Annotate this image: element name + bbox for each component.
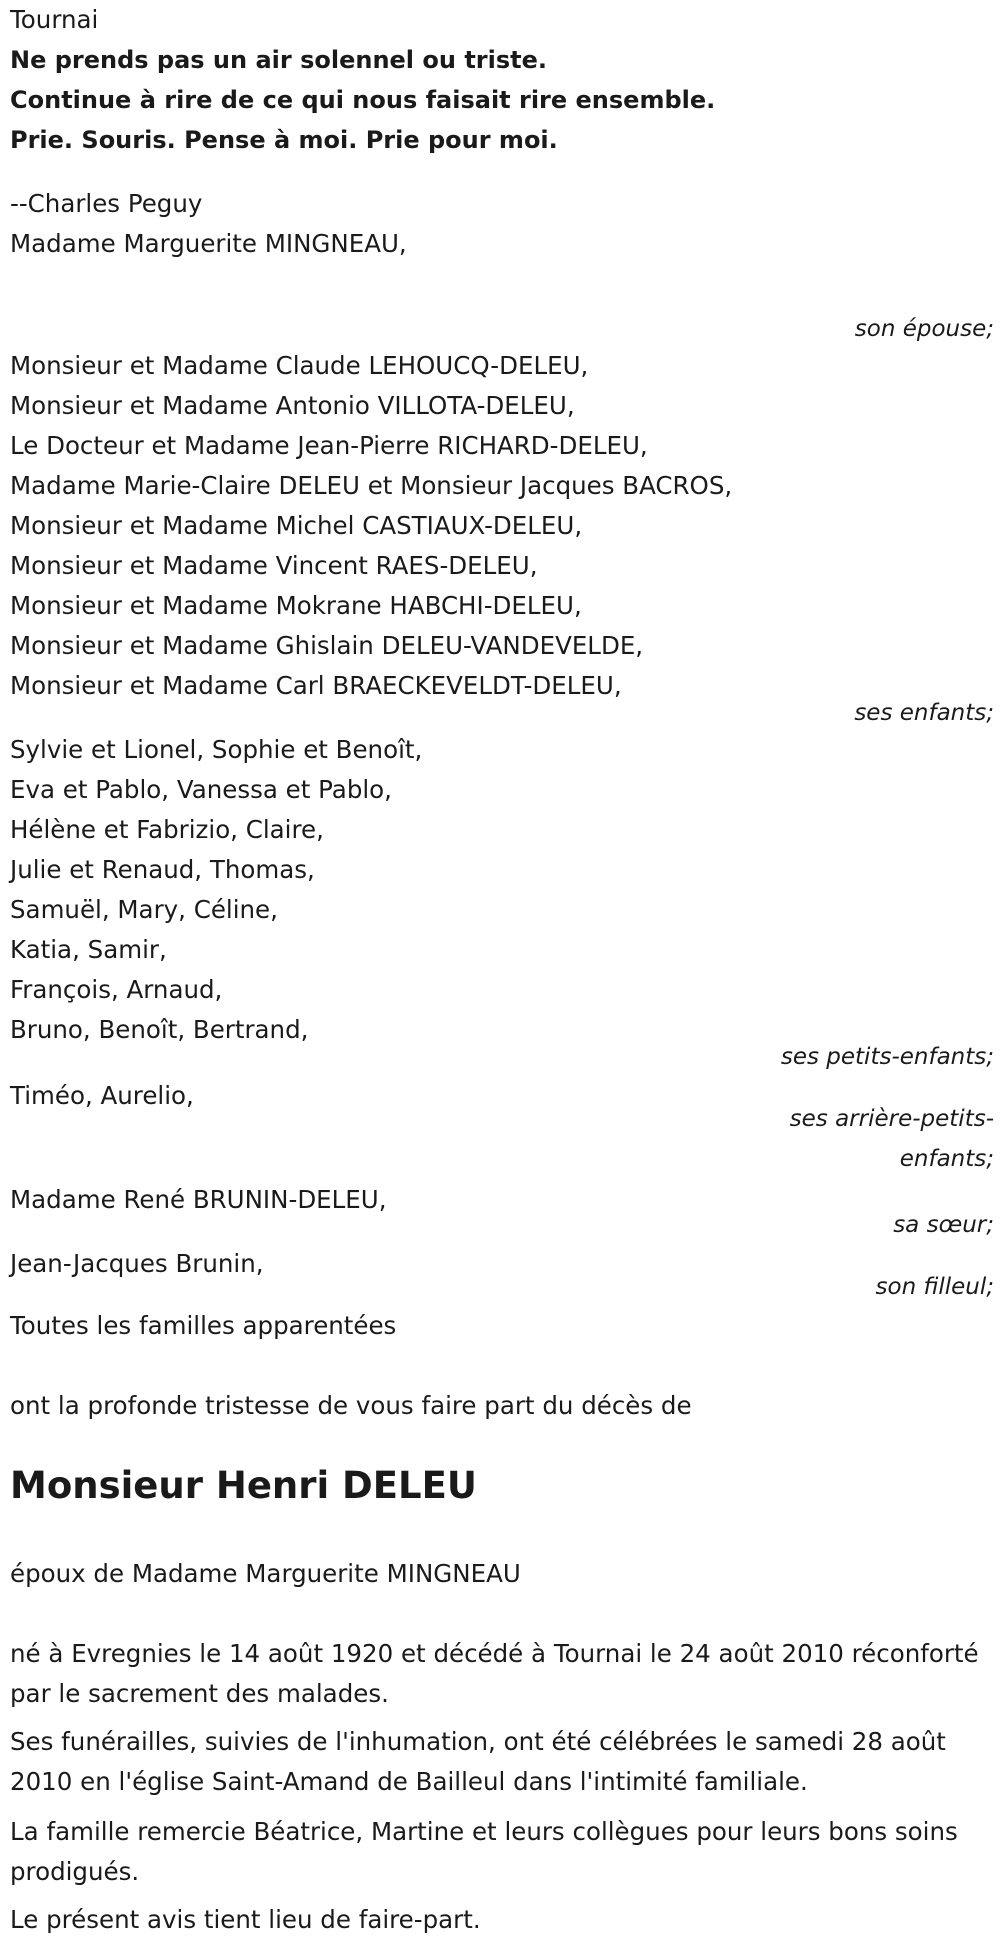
great-grandchildren-relation-1: ses arrière-petits-: [789, 1106, 994, 1132]
grandchild-line: Hélène et Fabrizio, Claire,: [10, 815, 324, 844]
poem-line-2: Continue à rire de ce qui nous faisait rire ensemble.: [10, 86, 716, 114]
spouse-relation: son épouse;: [854, 316, 994, 342]
child-line: Le Docteur et Madame Jean-Pierre RICHARD-DELEU,: [10, 431, 648, 460]
thanks-paragraph: La famille remercie Béatrice, Martine et leurs collègues pour leurs bons soins prodigués.: [10, 1817, 958, 1886]
grandchild-line: Julie et Renaud, Thomas,: [10, 855, 315, 884]
child-line: Monsieur et Madame Mokrane HABCHI-DELEU,: [10, 591, 582, 620]
poem-line-3: Prie. Souris. Pense à moi. Prie pour moi.: [10, 126, 558, 154]
godson-relation: son filleul;: [875, 1274, 994, 1300]
sister-name: Madame René BRUNIN-DELEU,: [10, 1185, 387, 1214]
grandchild-line: Bruno, Benoît, Bertrand,: [10, 1015, 309, 1044]
great-grandchildren-relation-2: enfants;: [899, 1146, 994, 1172]
grandchild-line: Katia, Samir,: [10, 935, 167, 964]
children-relation: ses enfants;: [854, 700, 994, 726]
child-line: Monsieur et Madame Claude LEHOUCQ-DELEU,: [10, 351, 589, 380]
poem-line-1: Ne prends pas un air solennel ou triste.: [10, 46, 547, 74]
grandchildren-relation: ses petits-enfants;: [780, 1044, 994, 1070]
grandchild-line: Samuël, Mary, Céline,: [10, 895, 278, 924]
child-line: Monsieur et Madame Michel CASTIAUX-DELEU,: [10, 511, 583, 540]
great-grandchild-line: Timéo, Aurelio,: [10, 1081, 194, 1110]
grandchild-line: Eva et Pablo, Vanessa et Pablo,: [10, 775, 392, 804]
deceased-name: Monsieur Henri DELEU: [10, 1464, 477, 1507]
announcement-text: ont la profonde tristesse de vous faire part du décès de: [10, 1391, 692, 1420]
child-line: Monsieur et Madame Ghislain DELEU-VANDEVELDE,: [10, 631, 644, 660]
funeral-paragraph: Ses funérailles, suivies de l'inhumation, ont été célébrées le samedi 28 août 2010 en l'église Saint-Amand de Bailleul dans l'intimité familiale.: [10, 1727, 946, 1796]
child-line: Monsieur et Madame Antonio VILLOTA-DELEU,: [10, 391, 575, 420]
grandchild-line: Sylvie et Lionel, Sophie et Benoît,: [10, 735, 423, 764]
poem-author: --Charles Peguy: [10, 189, 203, 218]
child-line: Monsieur et Madame Vincent RAES-DELEU,: [10, 551, 538, 580]
related-families: Toutes les familles apparentées: [10, 1311, 397, 1340]
spouse-of: époux de Madame Marguerite MINGNEAU: [10, 1559, 521, 1588]
spouse-name: Madame Marguerite MINGNEAU,: [10, 229, 407, 258]
sister-relation: sa sœur;: [893, 1212, 994, 1238]
grandchild-line: François, Arnaud,: [10, 975, 223, 1004]
location: Tournai: [10, 5, 99, 34]
birth-death-paragraph: né à Evregnies le 14 août 1920 et décédé à Tournai le 24 août 2010 réconforté par le sacrement des malades.: [10, 1639, 979, 1708]
child-line: Madame Marie-Claire DELEU et Monsieur Jacques BACROS,: [10, 471, 733, 500]
godson-name: Jean-Jacques Brunin,: [10, 1249, 264, 1278]
child-line: Monsieur et Madame Carl BRAECKEVELDT-DELEU,: [10, 671, 622, 700]
notice-text: Le présent avis tient lieu de faire-part.: [10, 1905, 481, 1934]
